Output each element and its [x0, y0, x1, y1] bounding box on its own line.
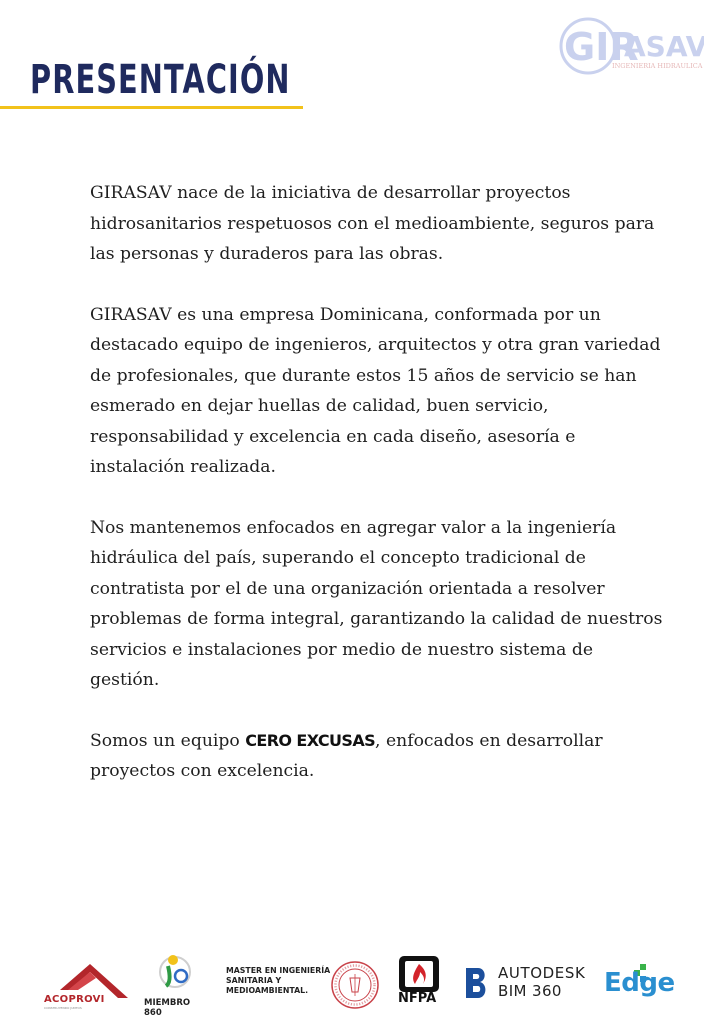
- acoprovi-sub: CONSTRUYENDO JUNTOS: [44, 1006, 82, 1010]
- cero-excusas-highlight: CERO EXCUSAS: [245, 730, 376, 750]
- paragraph-closing: [90, 726, 665, 787]
- closing-text-end: , enfocados en desarrollar proyectos con excelencia.: [90, 730, 603, 781]
- page-title: PRESENTACIÓN: [30, 57, 291, 103]
- acoprovi-logo: [38, 958, 134, 1010]
- paragraph-company: GIRASAV es una empresa Dominicana, conformada por un destacado equipo de ingenieros, arquitectos y otra gran variedad de profesionales, que durante estos 15 años de servicio se han esmerado en dejar huellas de calidad, buen servicio, responsabilidad y excelencia en cada diseño, asesoría e instalación realizada.: [90, 304, 661, 477]
- miembro-label: MIEMBRO 860: [144, 998, 191, 1018]
- logo-subtitle-text: INGENIERIA HIDRAULICA: [612, 62, 703, 70]
- bim360-label: BIM 360: [498, 982, 562, 1000]
- miembro-emblem-icon: [142, 952, 204, 996]
- logo-asav-text: ASAV: [624, 30, 704, 63]
- university-seal-icon: [330, 960, 380, 1010]
- autodesk-bim360-logo: [464, 964, 594, 1004]
- girasav-logo: [558, 16, 704, 78]
- miembro-logo: [142, 952, 204, 1018]
- master-line-3: MEDIOAMBIENTAL.: [226, 986, 309, 995]
- closing-text-start: Somos un equipo: [90, 730, 246, 751]
- bim360-b-icon: [464, 966, 490, 1000]
- autodesk-label: AUTODESK: [498, 964, 586, 982]
- footer-logos: [0, 950, 724, 1018]
- acoprovi-label: ACOPROVI: [44, 994, 105, 1005]
- body-content: [90, 178, 665, 817]
- nfpa-flame-icon: [396, 954, 442, 994]
- nfpa-label: NFPA: [398, 991, 437, 1006]
- paragraph-intro: GIRASAV nace de la iniciativa de desarrollar proyectos hidrosanitarios respetuosos con el medioambiente, seguros para las personas y duraderos para las obras.: [90, 183, 655, 264]
- logo-gir-text: GIR: [564, 25, 639, 69]
- nfpa-logo: [396, 954, 442, 1008]
- master-line-2: SANITARIA Y: [226, 976, 282, 985]
- title-underline: [0, 106, 303, 109]
- edge-label: Edge: [604, 968, 675, 998]
- master-credential: [226, 966, 336, 1006]
- master-line-1: MASTER EN INGENIERÍA: [226, 966, 331, 975]
- paragraph-focus: Nos mantenemos enfocados en agregar valor a la ingeniería hidráulica del país, superando el concepto tradicional de contratista por el de una organización orientada a resolver problemas de forma integral, garantizando la calidad de nuestros servicios e instalaciones por medio de nuestro sistema de gestión.: [90, 517, 663, 690]
- edge-logo: [604, 960, 684, 1004]
